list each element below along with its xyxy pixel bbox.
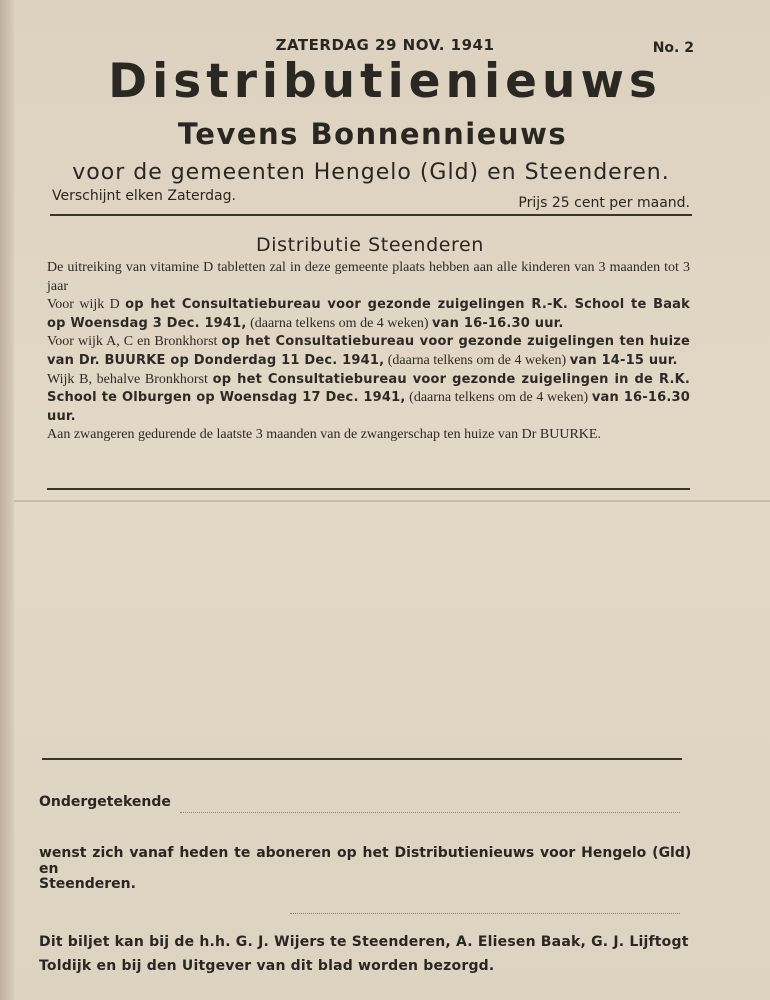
agents-text-line1: Dit biljet kan bij de h.h. G. J. Wijers te Steenderen, A. Eliesen Baak, G. J. Lijftogt [39, 934, 689, 950]
issue-date: ZATERDAG 29 NOV. 1941 [275, 36, 495, 54]
agents-text-line2: Toldijk en bij den Uitgever van dit blad worden bezorgd. [39, 958, 495, 974]
notice-item-wijk-d: Voor wijk D op het Consultatiebureau voor gezonde zuigelingen R.-K. School te Baak op Woensdag 3 Dec. 1941, (daarna telkens om de 4 weken) van 16-16.30 uur. [47, 297, 690, 331]
signer-label: Ondergetekende [39, 794, 171, 810]
subscription-price: Prijs 25 cent per maand. [518, 195, 690, 211]
notice-intro: De uitreiking van vitamine D tabletten zal in deze gemeente plaats hebben aan alle kinderen van 3 maanden tot 3 jaar [47, 260, 690, 294]
form-top-rule [42, 758, 682, 760]
notice-pregnant: Aan zwangeren gedurende de laatste 3 maanden van de zwangerschap ten huize van Dr BUURKE. [47, 427, 601, 443]
signer-name-field[interactable] [180, 812, 680, 813]
notice-item-wijk-ac: Voor wijk A, C en Bronkhorst op het Consultatiebureau voor gezonde zuigelingen ten huize van Dr. BUURKE op Donderdag 11 Dec. 1941, (daarna telkens om de 4 weken) van 14-15 uur. [47, 334, 691, 368]
subscribe-text-line2: Steenderen. [39, 876, 136, 892]
section-title: Distributie Steenderen [256, 234, 484, 256]
publication-frequency: Verschijnt elken Zaterdag. [52, 188, 236, 204]
masthead-title: Distributienieuws [108, 54, 662, 109]
issue-number: No. 2 [652, 40, 694, 56]
municipalities-line: voor de gemeenten Hengelo (Gld) en Steenderen. [72, 160, 670, 185]
subscribe-text-line1: wenst zich vanaf heden te aboneren op het Distributienieuws voor Hengelo (Gld) en [39, 845, 692, 877]
masthead-subtitle: Tevens Bonnennieuws [177, 117, 568, 151]
address-field[interactable] [290, 913, 680, 914]
fold-crease [14, 500, 770, 502]
notice-item-wijk-b: Wijk B, behalve Bronkhorst op het Consultatiebureau voor gezonde zuigelingen in de R.K. School te Olburgen op Woensdag 17 Dec. 1941, (daarna telkens om de 4 weken) van 16-16.30 uur. [47, 371, 690, 424]
header-rule [50, 214, 692, 216]
notice-body [47, 259, 690, 445]
notice-bottom-rule [47, 488, 690, 490]
